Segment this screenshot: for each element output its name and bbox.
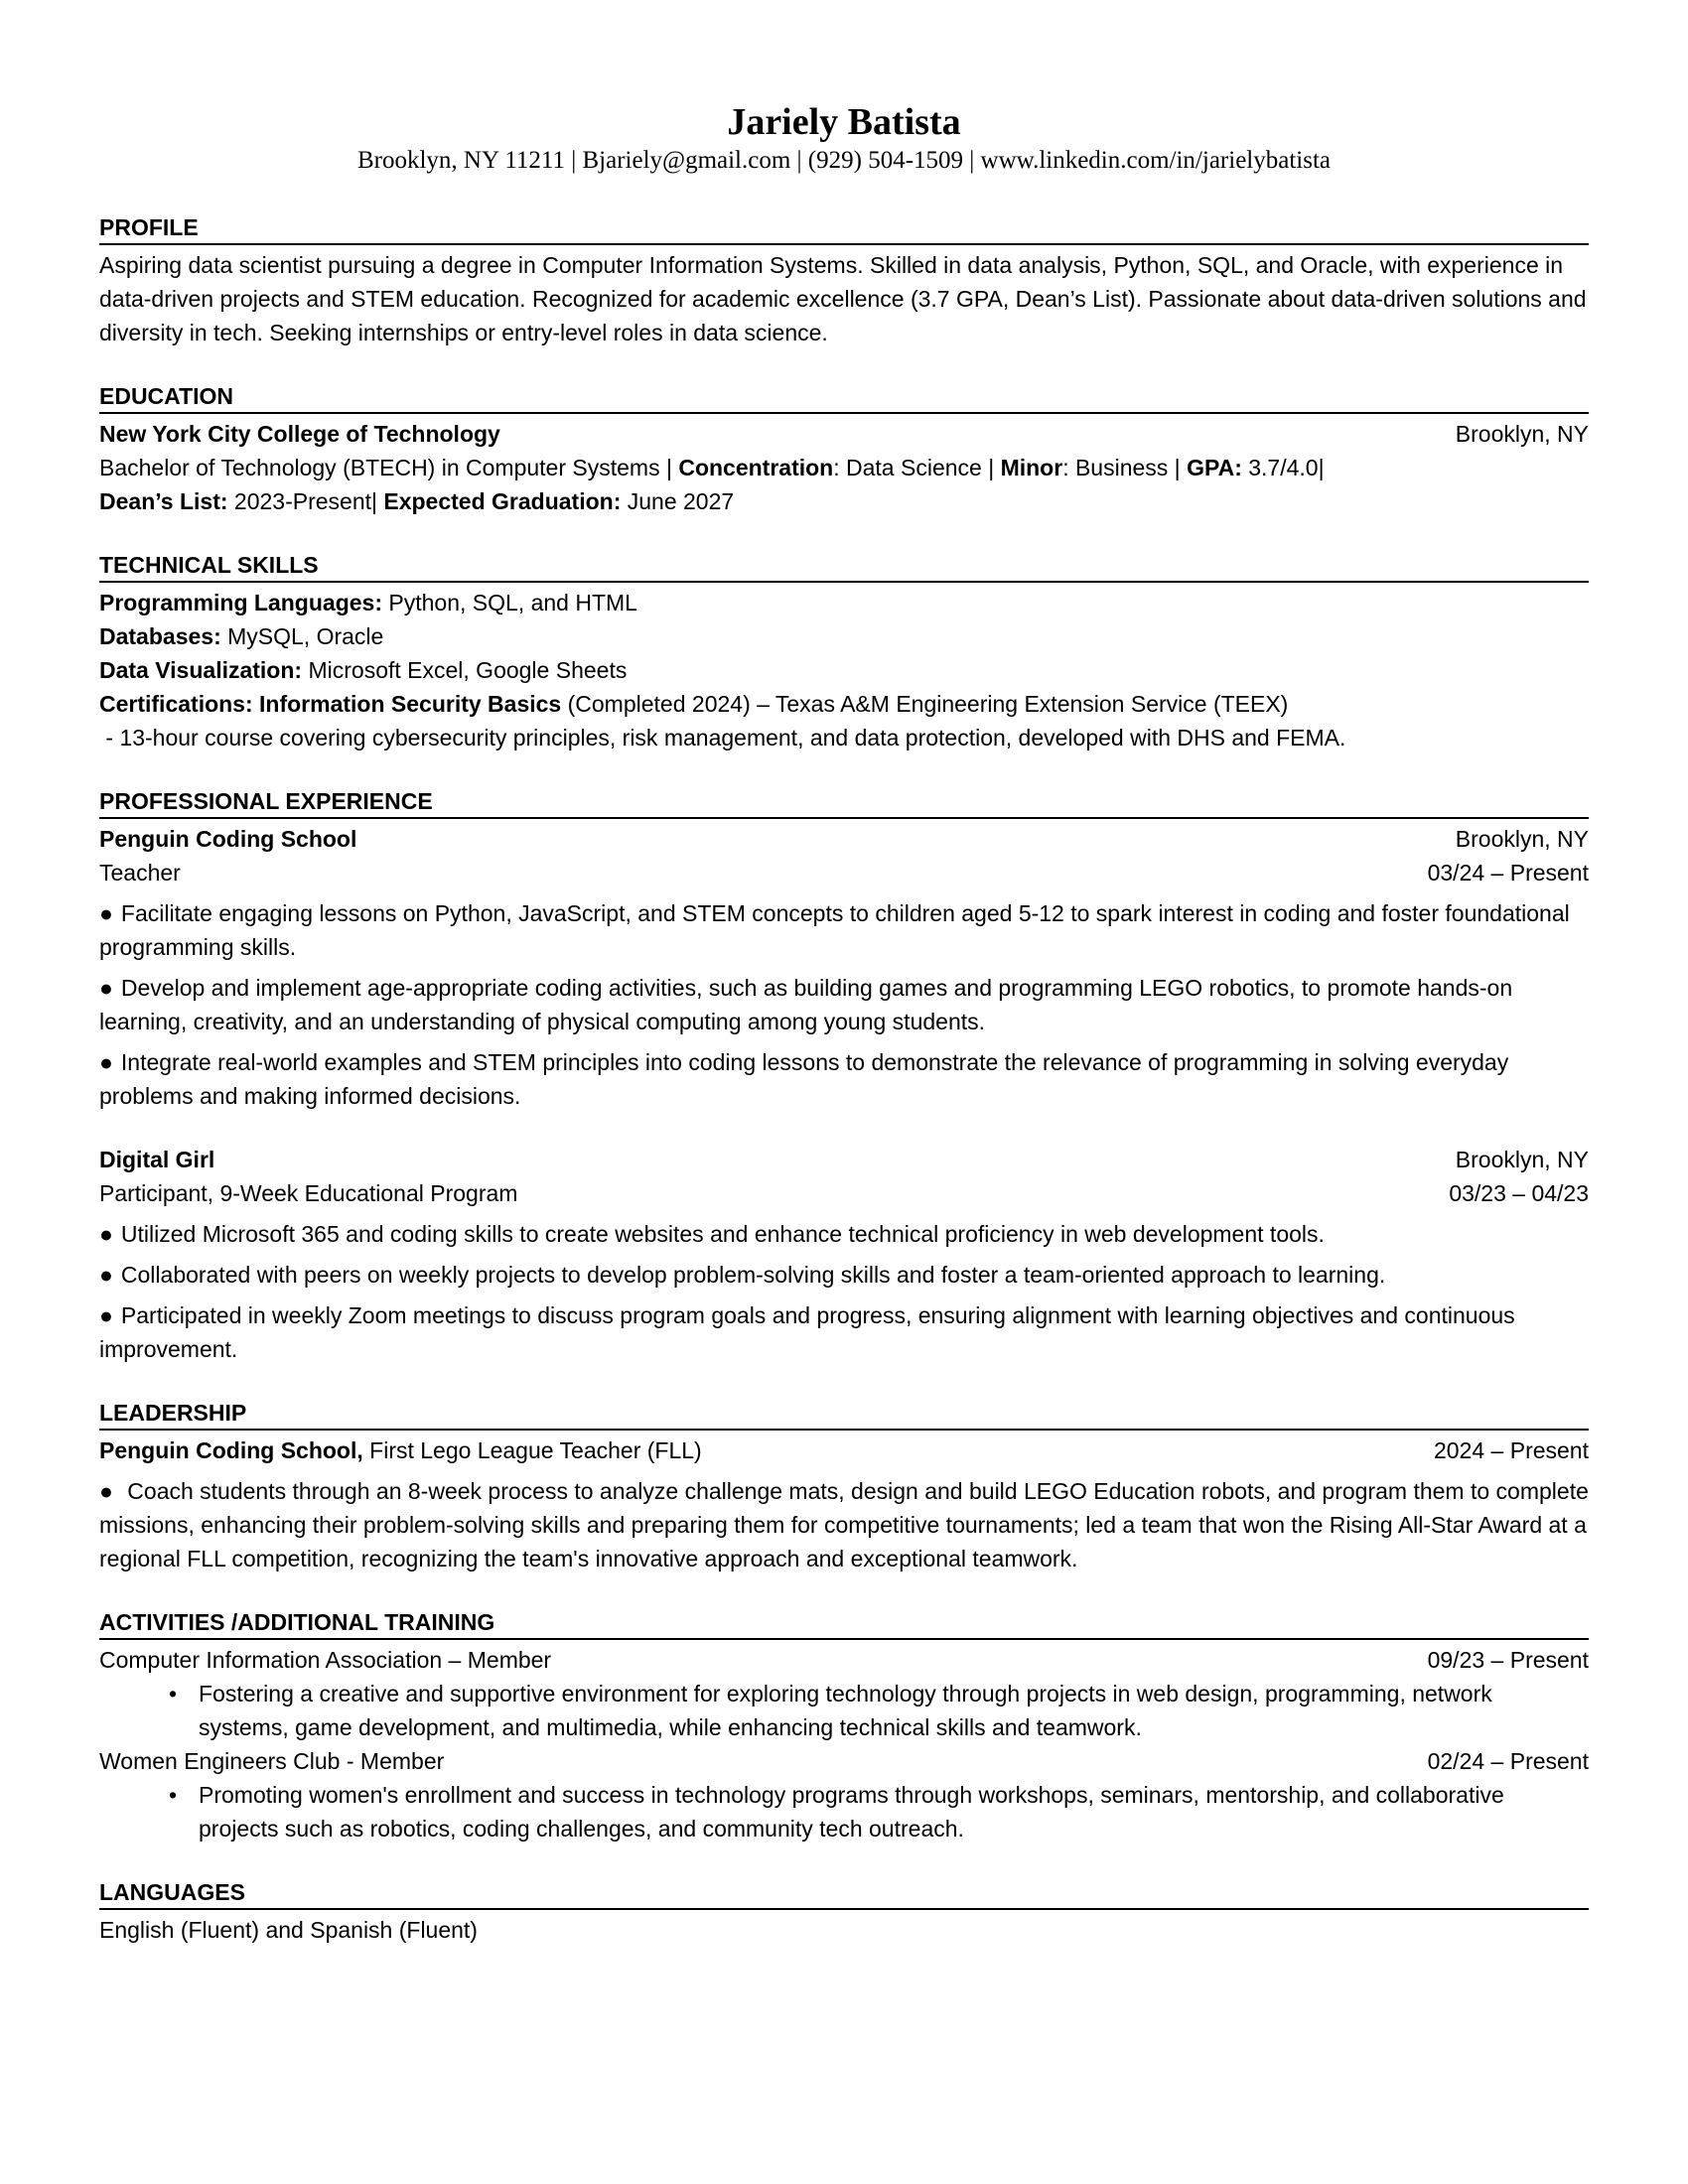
bullet-text: Utilized Microsoft 365 and coding skills to create websites and enhance technical proficiency in web development tools. <box>120 1221 1325 1247</box>
activity-header-row <box>99 1744 1589 1778</box>
job-role: Participant, 9-Week Educational Program <box>99 1180 518 1206</box>
activity-bullet <box>99 1778 1589 1845</box>
minor-value: : Business | <box>1062 455 1188 480</box>
job-bullet <box>99 1298 1589 1366</box>
skill-label: Data Visualization: <box>99 657 303 683</box>
job-location: Brooklyn, NY <box>1455 1147 1589 1172</box>
concentration-label: Concentration <box>678 455 834 480</box>
skills-section <box>99 550 1589 754</box>
bullet-text: Coach students through an 8-week process to analyze challenge mats, design and build LEGO Education robots, and program them to complete missions, enhancing their problem-solving skills and preparing them for competitive tournaments; led a team that won the Rising All-Star Award at a regional FLL competition, recognizing the team's innovative approach and exceptional teamwork. <box>99 1478 1589 1571</box>
deans-list-label: Dean’s List: <box>99 488 228 514</box>
experience-section <box>99 786 1589 1366</box>
skill-value: Microsoft Excel, Google Sheets <box>302 657 628 683</box>
activity-bullet <box>99 1677 1589 1744</box>
job-role: Teacher <box>99 860 181 886</box>
certification-line <box>99 687 1589 721</box>
section-heading-languages: LANGUAGES <box>99 1877 1589 1910</box>
job-bullet <box>99 1045 1589 1113</box>
job-entry <box>99 1143 1589 1366</box>
activity-dates: 02/24 – Present <box>1427 1748 1589 1774</box>
job-header-row <box>99 822 1589 856</box>
bullet-dot-icon: ● <box>99 1302 113 1328</box>
bullet-text: Facilitate engaging lessons on Python, JavaScript, and STEM concepts to children aged 5-12 to spark interest in coding and foster foundational programming skills. <box>99 900 1570 960</box>
bullet-dot-icon: ● <box>99 1262 113 1288</box>
contact-line: Brooklyn, NY 11211 | Bjariely@gmail.com | (929) 504-1509 | www.linkedin.com/in/jarielybatista <box>356 147 1331 174</box>
activity-header-row <box>99 1643 1589 1677</box>
job-bullet <box>99 1217 1589 1251</box>
honors-line <box>99 484 1589 518</box>
certification-note: - 13-hour course covering cybersecurity principles, risk management, and data protection, developed with DHS and FEMA. <box>99 725 1346 751</box>
skill-value: Python, SQL, and HTML <box>381 590 637 615</box>
skill-line <box>99 653 1589 687</box>
languages-section <box>99 1877 1589 1947</box>
job-entry <box>99 822 1589 1113</box>
leadership-title <box>99 1433 702 1467</box>
activity-title: Computer Information Association – Member <box>99 1647 552 1673</box>
bullet-text: Integrate real-world examples and STEM principles into coding lessons to demonstrate the relevance of programming in solving everyday problems and making informed decisions. <box>99 1049 1509 1109</box>
job-bullet <box>99 1258 1589 1292</box>
leadership-org: Penguin Coding School, <box>99 1437 363 1463</box>
bullet-dot-icon: ● <box>99 900 113 926</box>
skill-label: Programming Languages: <box>99 590 382 615</box>
job-org: Penguin Coding School <box>99 826 357 852</box>
job-header-row <box>99 1143 1589 1176</box>
leadership-dates: 2024 – Present <box>1433 1437 1589 1463</box>
leadership-header-row <box>99 1433 1589 1467</box>
bullet-text: Fostering a creative and supportive environment for exploring technology through projects in web design, programming, network systems, game development, and multimedia, while enhancing technical skills and teamwork. <box>199 1681 1492 1740</box>
section-heading-leadership: LEADERSHIP <box>99 1398 1589 1431</box>
job-org: Digital Girl <box>99 1147 215 1172</box>
job-role-row <box>99 1176 1589 1210</box>
bullet-text: Participated in weekly Zoom meetings to discuss program goals and progress, ensuring alignment with learning objectives and continuous improvement. <box>99 1302 1515 1362</box>
profile-text: Aspiring data scientist pursuing a degree in Computer Information Systems. Skilled in data analysis, Python, SQL, and Oracle, with experience in data-driven projects and STEM education. Recognized for academic excellence (3.7 GPA, Dean’s List). Passionate about data-driven solutions and diversity in tech. Seeking internships or entry-level roles in data science. <box>99 252 1587 345</box>
bullet-dot-icon: ● <box>99 1049 113 1075</box>
leadership-bullet <box>99 1474 1589 1575</box>
certification-value: (Completed 2024) – Texas A&M Engineering Extension Service (TEEX) <box>561 691 1289 717</box>
activity-dates: 09/23 – Present <box>1427 1647 1589 1673</box>
section-heading-skills: TECHNICAL SKILLS <box>99 550 1589 583</box>
bullet-dot-icon: • <box>168 1782 177 1808</box>
bullet-text: Develop and implement age-appropriate coding activities, such as building games and programming LEGO robotics, to promote hands-on learning, creativity, and an understanding of physical computing among young students. <box>99 975 1513 1034</box>
degree-line <box>99 451 1589 484</box>
education-section <box>99 381 1589 518</box>
job-dates: 03/24 – Present <box>1427 860 1589 886</box>
job-bullet <box>99 896 1589 964</box>
education-header-row <box>99 417 1589 451</box>
graduation-value: June 2027 <box>621 488 735 514</box>
school-location: Brooklyn, NY <box>1455 421 1589 447</box>
profile-section <box>99 212 1589 349</box>
section-heading-education: EDUCATION <box>99 381 1589 414</box>
concentration-value: : Data Science | <box>833 455 1001 480</box>
activities-section <box>99 1607 1589 1845</box>
bullet-text: Collaborated with peers on weekly projects to develop problem-solving skills and foster a team-oriented approach to learning. <box>120 1262 1386 1288</box>
activity-title: Women Engineers Club - Member <box>99 1748 445 1774</box>
leadership-section <box>99 1398 1589 1575</box>
skill-value: MySQL, Oracle <box>220 623 384 649</box>
section-heading-profile: PROFILE <box>99 212 1589 245</box>
languages-text: English (Fluent) and Spanish (Fluent) <box>99 1917 478 1943</box>
gpa-label: GPA: <box>1187 455 1242 480</box>
gpa-value: 3.7/4.0| <box>1241 455 1325 480</box>
graduation-label: Expected Graduation: <box>383 488 622 514</box>
job-dates: 03/23 – 04/23 <box>1449 1180 1589 1206</box>
skill-line <box>99 586 1589 619</box>
bullet-dot-icon: • <box>168 1681 177 1706</box>
skill-line <box>99 619 1589 653</box>
skill-label: Databases: <box>99 623 221 649</box>
degree-text: Bachelor of Technology (BTECH) in Computer Systems | <box>99 455 679 480</box>
school-name: New York City College of Technology <box>99 421 500 447</box>
bullet-dot-icon: ● <box>99 1478 113 1504</box>
section-heading-activities: ACTIVITIES /ADDITIONAL TRAINING <box>99 1607 1589 1640</box>
certification-label: Certifications: Information Security Basics <box>99 691 562 717</box>
leadership-role: First Lego League Teacher (FLL) <box>362 1437 702 1463</box>
section-heading-experience: PROFESSIONAL EXPERIENCE <box>99 786 1589 819</box>
bullet-dot-icon: ● <box>99 975 113 1001</box>
bullet-text: Promoting women's enrollment and success in technology programs through workshops, seminars, mentorship, and collaborative projects such as robotics, coding challenges, and community tech outreach. <box>199 1782 1504 1842</box>
minor-label: Minor <box>1000 455 1063 480</box>
candidate-name: Jariely Batista <box>727 101 961 143</box>
job-role-row <box>99 856 1589 889</box>
bullet-dot-icon: ● <box>99 1221 113 1247</box>
resume-page <box>99 99 1589 1979</box>
job-location: Brooklyn, NY <box>1455 826 1589 852</box>
deans-list-value: 2023-Present| <box>227 488 384 514</box>
job-bullet <box>99 971 1589 1038</box>
